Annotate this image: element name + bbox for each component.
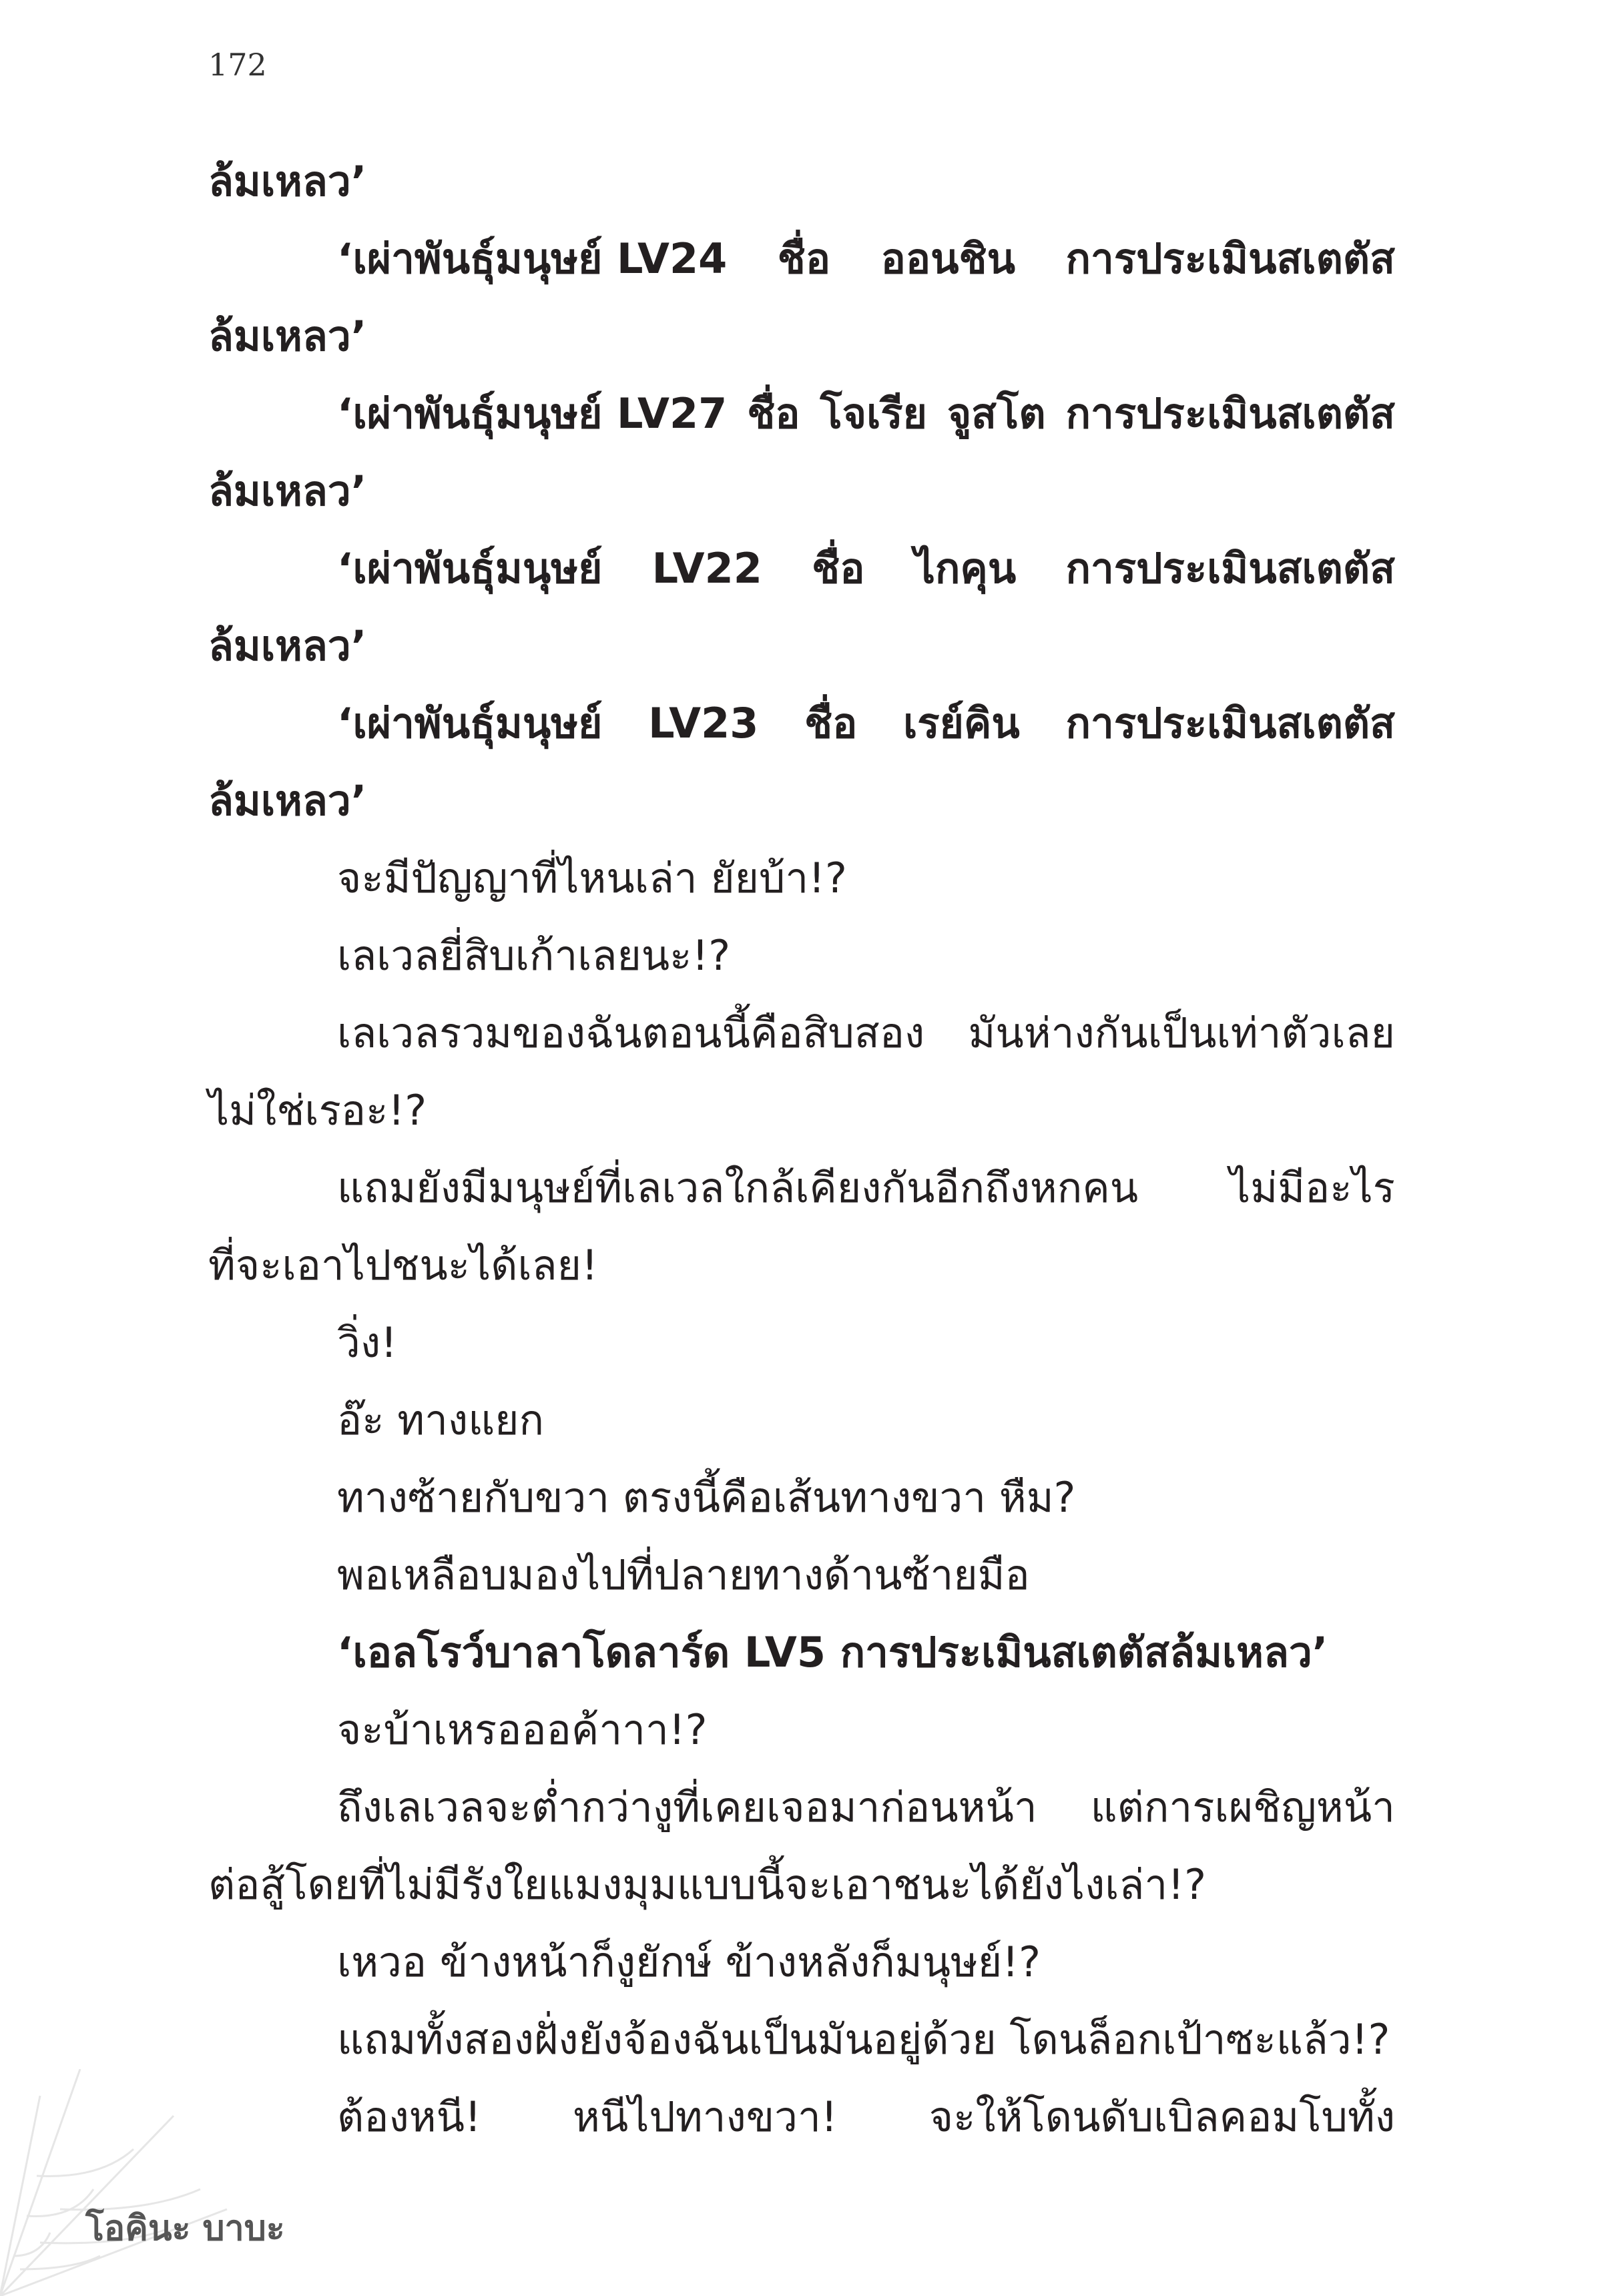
text-line: จะบ้าเหรอออค้าาา!? [337,1705,708,1754]
text-line [337,375,1395,453]
text-line: ล้มเหลว’ [208,467,367,515]
text-line: อ๊ะ ทางแยก [337,1396,545,1444]
text-line: ทางซ้ายกับขวา ตรงนี้คือเส้นทางขวา หืม? [337,1473,1076,1522]
text-word: ‘เผ่าพันธุ์มนุษย์ LV24 [337,234,728,283]
text-word: แต่การเผชิญหน้า [1090,1783,1395,1831]
text-word: การประเมินสเตตัส [1065,544,1395,593]
text-line: ไม่ใช่เรอะ!? [208,1086,427,1135]
text-word: ไกคุน [914,544,1017,593]
text-line: ล้มเหลว’ [208,157,367,206]
text-line [337,530,1395,607]
text-word: ชื่อ [777,234,831,283]
text-word: ถึงเลเวลจะต่ำกว่างูที่เคยเจอมาก่อนหน้า [337,1783,1037,1831]
text-line: แถมทั้งสองฝั่งยังจ้องฉันเป็นมันอยู่ด้วย โดนล็อกเป้าซะแล้ว!? [337,2015,1390,2064]
text-word: การประเมินสเตตัส [1065,389,1395,438]
text-word: การประเมินสเตตัส [1065,234,1395,283]
text-word: ชื่อ [812,544,865,593]
text-word: ‘เผ่าพันธุ์มนุษย์ LV27 [337,389,728,438]
text-line [337,994,1395,1072]
text-word: จะให้โดนดับเบิลคอมโบทั้ง [928,2092,1395,2141]
text-word: ‘เผ่าพันธุ์มนุษย์ [337,544,603,593]
text-word: ‘เผ่าพันธุ์มนุษย์ [337,699,603,748]
text-line [337,220,1395,298]
text-line: ล้มเหลว’ [208,621,367,670]
text-line: พอเหลือบมองไปที่ปลายทางด้านซ้ายมือ [337,1550,1030,1599]
text-line: จะมีปัญญาที่ไหนเล่า ยัยบ้า!? [337,854,847,902]
text-line: เลเวลยี่สิบเก้าเลยนะ!? [337,931,731,980]
text-line: ต่อสู้โดยที่ไม่มีรังใยแมงมุมแบบนี้จะเอาชนะได้ยังไงเล่า!? [208,1860,1206,1909]
text-line [337,685,1395,762]
text-line: เหวอ ข้างหน้าก็งูยักษ์ ข้างหลังก็มนุษย์!? [337,1938,1041,1986]
text-word: เรย์คิน [903,699,1020,748]
text-word: LV22 [651,544,762,593]
text-word: เลเวลรวมของฉันตอนนี้คือสิบสอง [337,1009,925,1057]
text-word: ชื่อ [747,389,800,438]
text-word: หนีไปทางขวา! [573,2092,838,2141]
footer-author: โอคินะ บาบะ [85,2209,285,2249]
spiderweb-decoration [0,2069,240,2296]
text-word: ชื่อ [804,699,858,748]
text-word: จูสโต [947,389,1046,438]
text-line: วิ่ง! [337,1318,397,1367]
text-line: ล้มเหลว’ [208,776,367,825]
text-word: LV23 [648,699,759,748]
text-line: ‘เอลโรว์บาลาโดลาร์ด LV5 การประเมินสเตตัสล้มเหลว’ [337,1628,1328,1677]
text-word: โจเรีย [820,389,927,438]
text-word: แถมยังมีมนุษย์ที่เลเวลใกล้เคียงกันอีกถึงหกคน [337,1163,1139,1212]
text-word: ออนชิน [880,234,1015,283]
text-line [337,2078,1395,2156]
text-word: ไม่มีอะไร [1230,1163,1395,1212]
text-word: ต้องหนี! [337,2092,481,2141]
text-line [337,1769,1395,1846]
text-line: ล้มเหลว’ [208,312,367,360]
text-line: ที่จะเอาไปชนะได้เลย! [208,1241,598,1289]
text-word: การประเมินสเตตัส [1065,699,1395,748]
page-number: 172 [208,47,267,83]
text-line [337,1149,1395,1227]
text-word: มันห่างกันเป็นเท่าตัวเลย [968,1009,1395,1057]
